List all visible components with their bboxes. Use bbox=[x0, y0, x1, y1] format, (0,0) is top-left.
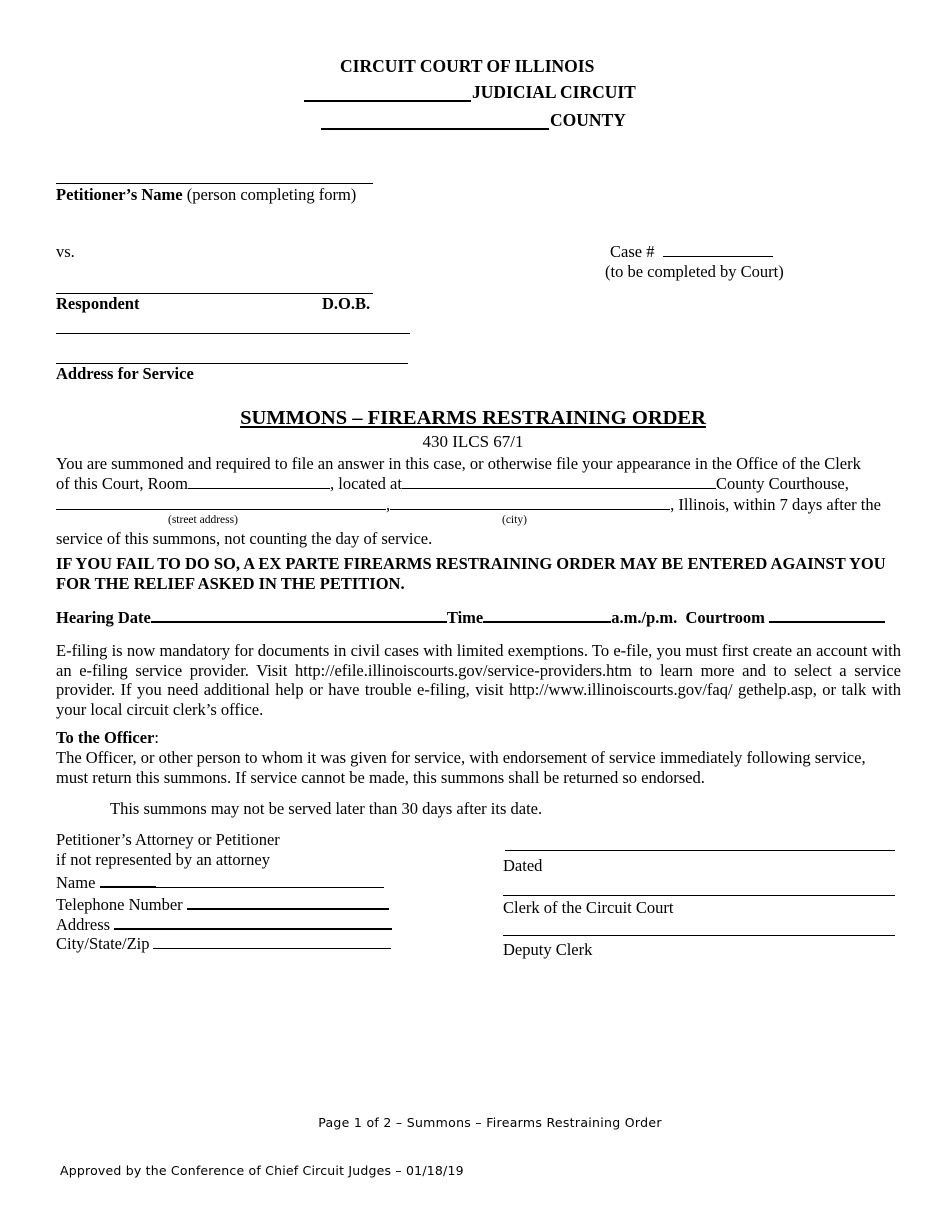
attorney-address-label: Address bbox=[56, 915, 111, 934]
hearing-date-label: Hearing Date bbox=[56, 608, 151, 627]
summons-line-4: service of this summons, not counting the day of service. bbox=[56, 529, 433, 548]
case-label: Case # bbox=[610, 242, 655, 261]
time-field[interactable] bbox=[483, 621, 611, 623]
petitioner-label: Petitioner’s Name bbox=[56, 185, 183, 204]
address-row bbox=[56, 915, 392, 935]
statute-citation: 430 ILCS 67/1 bbox=[422, 432, 524, 451]
hearing-date-field[interactable] bbox=[151, 621, 447, 623]
comma: , bbox=[386, 495, 391, 514]
room-field[interactable] bbox=[188, 488, 330, 489]
city-state-zip-field[interactable] bbox=[153, 948, 391, 949]
deputy-line[interactable] bbox=[503, 935, 895, 936]
name-field[interactable] bbox=[156, 887, 384, 888]
street-address-caption: (street address) bbox=[168, 514, 238, 526]
name-label: Name bbox=[56, 873, 96, 892]
warning-text: IF YOU FAIL TO DO SO, A EX PARTE FIREARMS RESTRAINING ORDER MAY BE ENTERED AGAINST YOU FOR THE RELIEF ASKED IN THE PETITION. bbox=[56, 554, 886, 593]
room-label: of this Court, Room bbox=[56, 474, 189, 493]
dob-label: D.O.B. bbox=[322, 294, 371, 313]
dated-label: Dated bbox=[503, 856, 543, 875]
efiling-notice: E-filing is now mandatory for documents in civil cases with limited exemptions. To e-file, you must first create an account with an e-filing service provider. Visit http://efile.illinoiscourts.gov/service-providers.htm to learn more and to select a service provider. If you need additional help or have trouble e-filing, visit http://www.illinoiscourts.gov/faq/ gethelp.asp, or talk with your local circuit clerk’s office. bbox=[56, 641, 901, 719]
attorney-address-field[interactable] bbox=[114, 928, 392, 930]
attorney-name-row bbox=[56, 873, 384, 893]
clerk-label: Clerk of the Circuit Court bbox=[503, 898, 674, 917]
circuit-blank[interactable] bbox=[304, 100, 471, 102]
summons-line-3 bbox=[56, 495, 881, 515]
summons-title: SUMMONS – FIREARMS RESTRAINING ORDER bbox=[240, 407, 706, 429]
service-limit-text: This summons may not be served later than 30 days after its date. bbox=[110, 799, 543, 818]
courtroom-label: Courtroom bbox=[685, 608, 765, 627]
approval-footer: Approved by the Conference of Chief Circuit Judges – 01/18/19 bbox=[60, 1163, 464, 1178]
address-line-1[interactable] bbox=[56, 333, 410, 334]
street-address-field[interactable] bbox=[56, 509, 386, 510]
case-number-field[interactable] bbox=[663, 256, 773, 257]
case-note: (to be completed by Court) bbox=[605, 262, 784, 281]
city-state-zip-label: City/State/Zip bbox=[56, 934, 150, 953]
case-number-row bbox=[610, 242, 773, 262]
city-caption: (city) bbox=[502, 514, 527, 526]
city-state-zip-row bbox=[56, 934, 391, 954]
petitioner-note: (person completing form) bbox=[186, 185, 357, 204]
illinois-within-label: , Illinois, within 7 days after the bbox=[670, 495, 881, 514]
clerk-line[interactable] bbox=[503, 895, 895, 896]
city-field[interactable] bbox=[390, 509, 670, 510]
courtroom-field[interactable] bbox=[769, 621, 885, 623]
hearing-row bbox=[56, 608, 885, 628]
vs-label: vs. bbox=[56, 242, 75, 261]
county-courthouse-label: County Courthouse, bbox=[715, 474, 849, 493]
dated-line[interactable] bbox=[505, 850, 895, 851]
telephone-field[interactable] bbox=[187, 908, 389, 910]
page-footer: Page 1 of 2 – Summons – Firearms Restraining Order bbox=[318, 1115, 662, 1130]
attorney-line-2: if not represented by an attorney bbox=[56, 850, 270, 869]
respondent-label: Respondent bbox=[56, 294, 140, 313]
petitioner-name-line[interactable] bbox=[56, 183, 373, 184]
county-label: COUNTY bbox=[550, 110, 626, 130]
telephone-row bbox=[56, 895, 389, 915]
petitioner-label-row bbox=[56, 185, 356, 205]
address-for-service-label: Address for Service bbox=[56, 364, 194, 383]
ampm-label: a.m./p.m. bbox=[611, 608, 678, 627]
located-at-label: , located at bbox=[330, 474, 402, 493]
officer-text: The Officer, or other person to whom it was given for service, with endorsement of service immediately following service, must return this summons. If service cannot be made, this summons shall be returned so endorsed. bbox=[56, 748, 866, 787]
circuit-label: JUDICIAL CIRCUIT bbox=[472, 82, 636, 102]
court-title: CIRCUIT COURT OF ILLINOIS bbox=[340, 56, 595, 76]
officer-heading: To the Officer bbox=[56, 728, 155, 747]
time-label: Time bbox=[446, 608, 484, 627]
courthouse-field[interactable] bbox=[402, 488, 716, 489]
telephone-label: Telephone Number bbox=[56, 895, 183, 914]
officer-heading-row bbox=[56, 728, 159, 748]
deputy-clerk-label: Deputy Clerk bbox=[503, 940, 593, 959]
county-blank[interactable] bbox=[321, 128, 549, 130]
officer-colon: : bbox=[154, 728, 159, 747]
name-field-short[interactable] bbox=[100, 886, 156, 888]
attorney-line-1: Petitioner’s Attorney or Petitioner bbox=[56, 830, 280, 849]
summons-line-2 bbox=[56, 474, 849, 494]
summons-line-1: You are summoned and required to file an answer in this case, or otherwise file your appearance in the Office of the Clerk bbox=[56, 454, 861, 473]
